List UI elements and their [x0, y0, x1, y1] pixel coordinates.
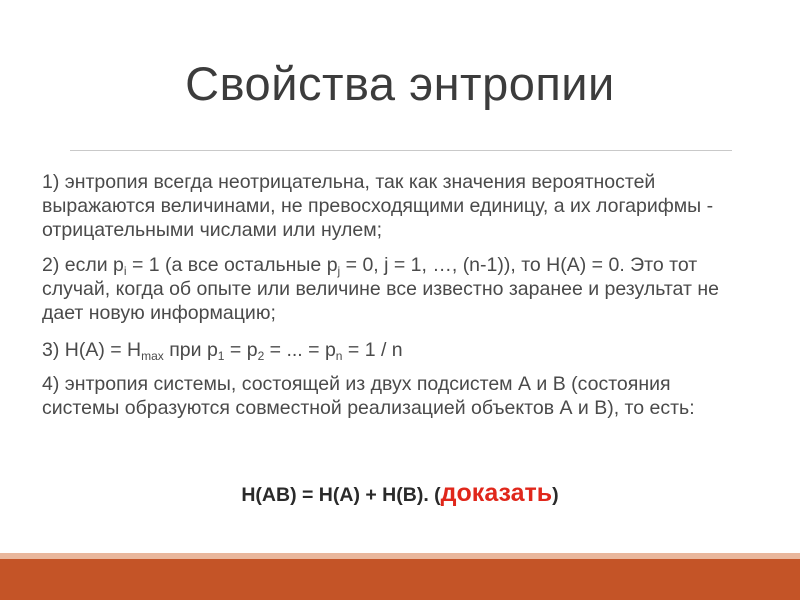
property-3-text-b: при p [163, 339, 218, 361]
subscript-n: n [335, 349, 343, 363]
property-3-text-c: = p [224, 339, 258, 361]
subscript-2: 2 [257, 349, 265, 363]
property-3-text-a: 3) H(A) = H [42, 339, 142, 361]
property-2 [42, 253, 742, 325]
entropy-formula [0, 479, 800, 508]
formula-close: ) [552, 484, 559, 506]
title-divider [70, 150, 732, 151]
subscript-j: j [337, 264, 341, 278]
property-3-text-e: = 1 / n [342, 339, 403, 361]
subscript-max: max [141, 349, 164, 363]
slide-body [42, 170, 742, 420]
property-2-text-b: = 1 (а все остальные p [126, 254, 338, 276]
formula-main: H(AB) = H(A) + H(B). ( [241, 484, 441, 506]
prove-highlight: доказать [440, 479, 553, 507]
property-3 [42, 338, 742, 362]
property-1: 1) энтропия всегда неотрицательна, так как значения вероятностей выражаются величинами, не превосходящими единицу, а их логарифмы - отрицательными числами или нулем; [42, 171, 714, 241]
subscript-i: i [123, 264, 127, 278]
slide-title: Свойства энтропии [185, 57, 615, 110]
property-3-text-d: = ... = p [264, 339, 336, 361]
property-4: 4) энтропия системы, состоящей из двух подсистем А и В (состояния системы образуются совместной реализацией объектов А и В), то есть: [42, 373, 695, 419]
subscript-1: 1 [217, 349, 225, 363]
footer-bar [0, 559, 800, 600]
property-2-text-a: 2) если p [42, 254, 124, 276]
property-2-text-c: = 0, j = 1, …, (n-1)), то H(A) = 0. Это тот случай, когда об опыте или величине все известно заранее и результат не дает новую информацию; [42, 254, 719, 324]
